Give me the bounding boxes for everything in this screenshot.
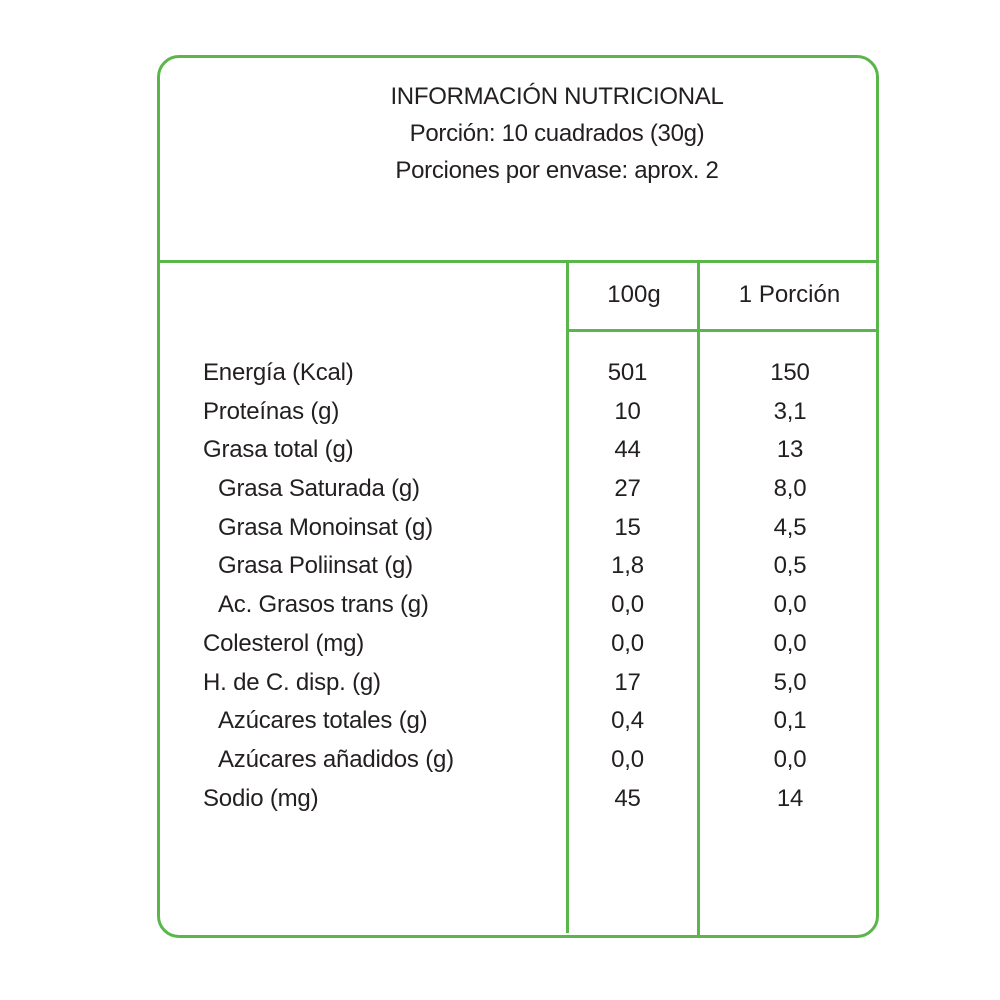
column-header-serving: 1 Porción <box>738 281 841 308</box>
nutrition-header <box>157 78 957 189</box>
value-100g: 1,8 <box>611 552 644 580</box>
value-100g: 501 <box>607 359 648 386</box>
nutrient-name: Proteínas (g) <box>203 397 340 425</box>
nutrient-row-monounsaturated-fat <box>0 509 1000 548</box>
nutrient-row-protein <box>0 393 1000 432</box>
nutrient-row-sodium <box>0 780 1000 819</box>
serving-size: Porción: 10 cuadrados (30g) <box>409 120 705 147</box>
nutrient-row-energy <box>0 354 1000 393</box>
value-100g: 44 <box>614 436 641 464</box>
value-serving: 0,5 <box>773 552 807 580</box>
value-100g: 10 <box>614 397 641 425</box>
nutrient-row-carbohydrates <box>0 664 1000 703</box>
value-100g: 0,0 <box>611 629 644 657</box>
nutrient-name: H. de C. disp. (g) <box>203 668 381 696</box>
nutrient-row-polyunsaturated-fat <box>0 547 1000 586</box>
value-100g: 45 <box>614 784 641 812</box>
value-serving: 4,5 <box>773 513 807 541</box>
value-serving: 5,0 <box>773 668 807 696</box>
nutrient-name: Azúcares totales (g) <box>218 707 428 735</box>
nutrient-row-trans-fat <box>0 586 1000 625</box>
value-100g: 0,0 <box>611 591 644 619</box>
value-serving: 150 <box>770 359 810 386</box>
value-serving: 3,1 <box>773 397 807 425</box>
value-serving: 13 <box>776 436 804 464</box>
value-100g: 0,0 <box>611 745 644 773</box>
nutrient-name: Grasa total (g) <box>203 436 354 464</box>
value-100g: 15 <box>614 513 641 541</box>
nutrient-row-total-sugars <box>0 702 1000 741</box>
servings-per-container: Porciones por envase: aprox. 2 <box>395 157 719 184</box>
nutrient-name: Grasa Saturada (g) <box>218 475 420 503</box>
value-serving: 0,0 <box>773 591 807 619</box>
value-serving: 0,1 <box>773 707 807 735</box>
column-header-100g: 100g <box>607 281 661 308</box>
nutrient-name: Energía (Kcal) <box>203 359 354 386</box>
nutrient-name: Grasa Poliinsat (g) <box>218 552 413 580</box>
nutrient-name: Azúcares añadidos (g) <box>218 745 454 773</box>
nutrient-row-total-fat <box>0 431 1000 470</box>
nutrient-name: Grasa Monoinsat (g) <box>218 513 433 541</box>
nutrient-name: Ac. Grasos trans (g) <box>218 591 429 619</box>
nutrient-name: Sodio (mg) <box>203 784 319 812</box>
nutrient-row-saturated-fat <box>0 470 1000 509</box>
nutrient-rows <box>0 354 1000 818</box>
nutrient-row-added-sugars <box>0 741 1000 780</box>
nutrition-title: INFORMACIÓN NUTRICIONAL <box>390 83 724 110</box>
value-100g: 17 <box>614 668 641 696</box>
value-serving: 14 <box>776 784 804 812</box>
value-serving: 0,0 <box>773 745 807 773</box>
nutrient-name: Colesterol (mg) <box>203 629 365 657</box>
nutrient-row-cholesterol <box>0 625 1000 664</box>
value-serving: 8,0 <box>773 475 807 503</box>
value-serving: 0,0 <box>773 629 807 657</box>
value-100g: 27 <box>614 475 641 503</box>
value-100g: 0,4 <box>611 707 644 735</box>
